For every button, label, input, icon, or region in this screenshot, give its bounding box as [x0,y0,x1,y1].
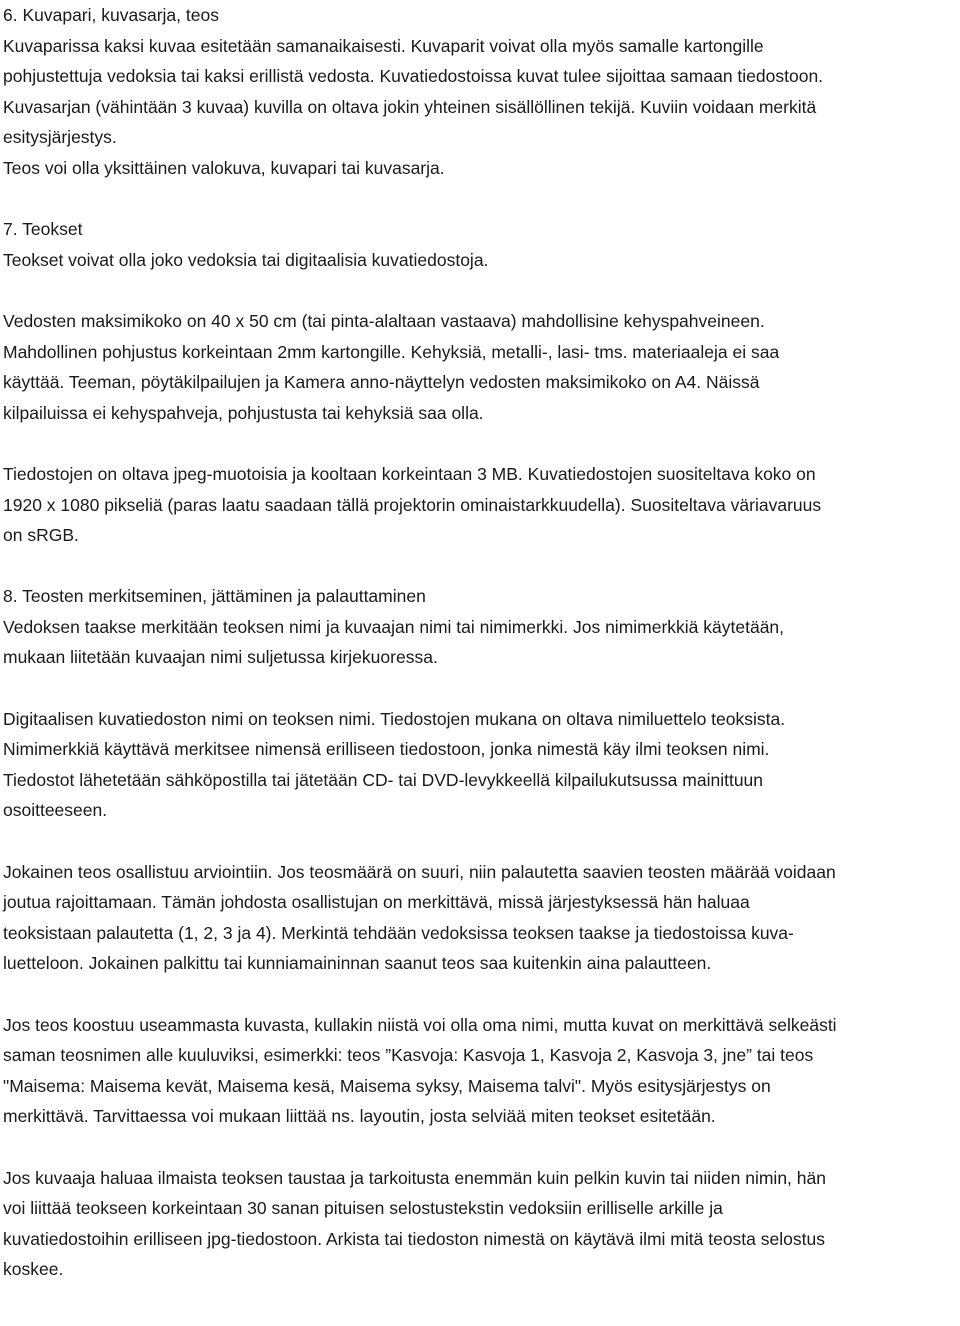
text-line: Tiedostot lähetetään sähköpostilla tai jätetään CD- tai DVD-levykkeellä kilpailukutsussa mainittuun [3,769,764,790]
text-line: kuvatiedostoihin erilliseen jpg-tiedostoon. Arkista tai tiedoston nimestä on käytävä ilmi mitä teosta selostus [3,1228,825,1249]
text-line: kilpailuissa ei kehyspahveja, pohjustusta tai kehyksiä saa olla. [3,402,484,423]
section-6 [3,0,955,184]
text-line: Mahdollinen pohjustus korkeintaan 2mm kartongille. Kehyksiä, metalli-, lasi- tms. materiaaleja ei saa [3,341,780,362]
text-line: saman teosnimen alle kuuluviksi, esimerkki: teos ”Kasvoja: Kasvoja 1, Kasvoja 2, Kasvoja 3, jne” tai teos [3,1045,814,1066]
paragraph-gap [3,275,955,306]
section-heading: 8. Teosten merkitseminen, jättäminen ja palauttaminen [3,586,426,607]
text-line: käyttää. Teeman, pöytäkilpailujen ja Kamera anno-näyttelyn vedosten maksimikoko on A4. Näissä [3,372,760,393]
text-line: esitysjärjestys. [3,127,117,148]
text-line: mukaan liitetään kuvaajan nimi suljetussa kirjekuoressa. [3,647,438,668]
text-line: koskee. [3,1259,64,1280]
text-line: Digitaalisen kuvatiedoston nimi on teoksen nimi. Tiedostojen mukana on oltava nimiluettelo teoksista. [3,708,786,729]
text-line: teoksistaan palautetta (1, 2, 3 ja 4). Merkintä tehdään vedoksissa teoksen taakse ja tiedostoissa kuva- [3,922,794,943]
text-line: Vedoksen taakse merkitään teoksen nimi ja kuvaajan nimi tai nimimerkki. Jos nimimerkkiä käytetään, [3,616,785,637]
text-line: Tiedostojen on oltava jpeg-muotoisia ja kooltaan korkeintaan 3 MB. Kuvatiedostojen suositeltava koko on [3,463,816,484]
paragraph-gap [3,826,955,857]
text-line: Vedosten maksimikoko on 40 x 50 cm (tai pinta-alaltaan vastaava) mahdollisine kehyspahveineen. [3,310,765,331]
text-line: 1920 x 1080 pikseliä (paras laatu saadaan tällä projektorin ominaistarkkuudella). Suositeltava väriavaruus [3,494,822,515]
text-line: Nimimerkkiä käyttävä merkitsee nimensä erilliseen tiedostoon, jonka nimestä käy ilmi teoksen nimi. [3,739,770,760]
text-line: Teokset voivat olla joko vedoksia tai digitaalisia kuvatiedostoja. [3,249,489,270]
text-line: luetteloon. Jokainen palkittu tai kunniamaininnan saanut teos saa kuitenkin aina palautteen. [3,953,712,974]
text-line: "Maisema: Maisema kevät, Maisema kesä, Maisema syksy, Maisema talvi". Myös esitysjärjestys on [3,1075,771,1096]
document-page [3,0,955,1285]
text-line: Jos kuvaaja haluaa ilmaista teoksen taustaa ja tarkoitusta enemmän kuin pelkin kuvin tai niiden nimin, hän [3,1167,826,1188]
text-line: osoitteeseen. [3,800,108,821]
text-line: Jokainen teos osallistuu arviointiin. Jos teosmäärä on suuri, niin palautetta saavien teosten määrää voidaan [3,861,836,882]
text-line: on sRGB. [3,525,79,546]
section-gap [3,551,955,582]
section-8 [3,581,955,1285]
section-7 [3,214,955,551]
paragraph-gap [3,673,955,704]
text-line: Kuvasarjan (vähintään 3 kuvaa) kuvilla on oltava jokin yhteinen sisällöllinen tekijä. Kuviin voidaan merkitä [3,96,817,117]
section-gap [3,184,955,215]
text-line: merkittävä. Tarvittaessa voi mukaan liittää ns. layoutin, josta selviää miten teokset esitetään. [3,1106,716,1127]
paragraph-gap [3,428,955,459]
text-line: pohjustettuja vedoksia tai kaksi erillistä vedosta. Kuvatiedostoissa kuvat tulee sijoittaa samaan tiedostoon. [3,66,824,87]
text-line: Kuvaparissa kaksi kuvaa esitetään samanaikaisesti. Kuvaparit voivat olla myös samalle kartongille [3,35,764,56]
text-line: voi liittää teokseen korkeintaan 30 sanan pituisen selostustekstin vedoksiin erilliselle arkille ja [3,1198,723,1219]
paragraph-gap [3,1132,955,1163]
paragraph-gap [3,979,955,1010]
text-line: joutua rajoittamaan. Tämän johdosta osallistujan on merkittävä, missä järjestyksessä hän haluaa [3,892,750,913]
text-line: Teos voi olla yksittäinen valokuva, kuvapari tai kuvasarja. [3,157,445,178]
section-heading: 7. Teokset [3,219,83,240]
section-heading: 6. Kuvapari, kuvasarja, teos [3,5,219,25]
text-line: Jos teos koostuu useammasta kuvasta, kullakin niistä voi olla oma nimi, mutta kuvat on merkittävä selkeästi [3,1014,837,1035]
